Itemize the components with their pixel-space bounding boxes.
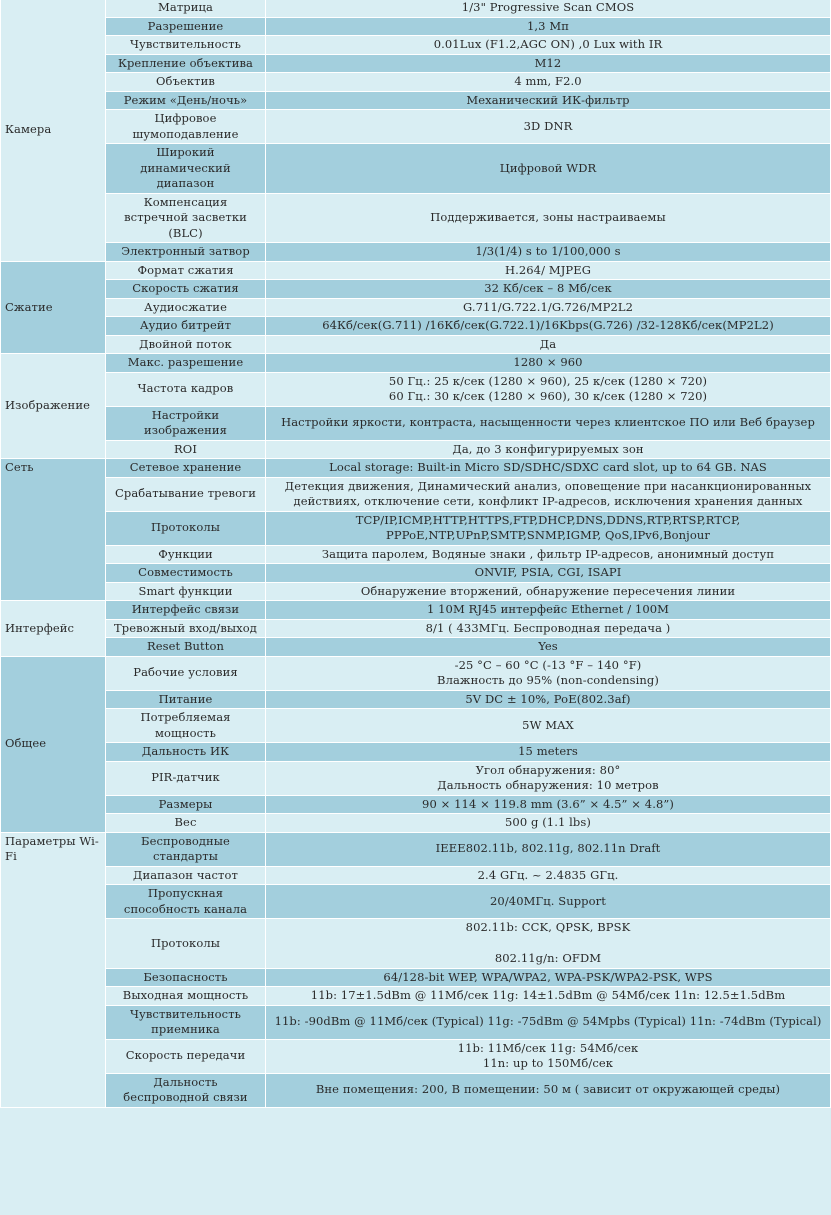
spec-value-line: Угол обнаружения: 80° (475, 762, 621, 777)
spec-value-line: 50 Гц.: 25 к/сек (1280 × 960), 25 к/сек (1280 × 720) (388, 373, 708, 388)
spec-value: IEEE802.11b, 802.11g, 802.11n Draft (266, 832, 831, 866)
spec-label: Потребляемая мощность (106, 709, 266, 743)
spec-row (1, 690, 831, 709)
spec-value: 5V DC ± 10%, PoE(802.3af) (266, 690, 831, 709)
spec-label: Питание (106, 690, 266, 709)
spec-value: 11b: -90dBm @ 11Мб/сек (Typical) 11g: -75dBm @ 54Mpbs (Typical) 11n: -74dBm (Typical) (266, 1005, 831, 1039)
spec-value: H.264/ MJPEG (266, 261, 831, 280)
spec-row (1, 1039, 831, 1073)
spec-row (1, 866, 831, 885)
spec-row (1, 582, 831, 601)
spec-row (1, 919, 831, 969)
spec-value (266, 919, 831, 969)
spec-row (1, 193, 831, 243)
spec-label: Сетевое хранение (106, 459, 266, 478)
spec-row (1, 144, 831, 194)
spec-value: 1/3(1/4) s to 1/100,000 s (266, 243, 831, 262)
spec-label: Срабатывание тревоги (106, 477, 266, 511)
spec-value: Да (266, 335, 831, 354)
spec-label: Компенсация встречной засветки (BLC) (106, 193, 266, 243)
spec-label: Цифровое шумоподавление (106, 110, 266, 144)
spec-label: Рабочие условия (106, 656, 266, 690)
spec-row (1, 298, 831, 317)
spec-value: 64Кб/сек(G.711) /16Кб/сек(G.722.1)/16Kbps(G.726) /32-128Кб/сек(MP2L2) (266, 317, 831, 336)
spec-value: TCP/IP,ICMP,HTTP,HTTPS,FTP,DHCP,DNS,DDNS,RTP,RTSP,RTCP, PPPoE,NTP,UPnP,SMTP,SNMP,IGMP, QoS,IPv6,Bonjour (266, 511, 831, 545)
spec-label: Выходная мощность (106, 987, 266, 1006)
spec-value-line: 11b: 11Мб/сек 11g: 54Мб/сек (457, 1040, 639, 1055)
spec-value-line: 802.11g/n: OFDM (494, 951, 602, 965)
spec-row (1, 814, 831, 833)
spec-value: G.711/G.722.1/G.726/MP2L2 (266, 298, 831, 317)
spec-row (1, 656, 831, 690)
spec-value: Детекция движения, Динамический анализ, оповещение при насанкционированных действиях, отключение сети, конфликт IP-адресов, исключения хранения данных (266, 477, 831, 511)
spec-row (1, 0, 831, 17)
spec-row (1, 73, 831, 92)
spec-row (1, 36, 831, 55)
spec-row (1, 545, 831, 564)
spec-label: Скорость сжатия (106, 280, 266, 299)
spec-label: Аудио битрейт (106, 317, 266, 336)
spec-row (1, 110, 831, 144)
spec-label: Частота кадров (106, 372, 266, 406)
spec-label: Тревожный вход/выход (106, 619, 266, 638)
spec-label: Дальность ИК (106, 743, 266, 762)
spec-label: Протоколы (106, 919, 266, 969)
spec-value (266, 656, 831, 690)
spec-label: Широкий динамический диапазон (106, 144, 266, 194)
spec-row (1, 987, 831, 1006)
section-title: Сжатие (1, 261, 106, 354)
spec-row (1, 354, 831, 373)
spec-row (1, 335, 831, 354)
spec-label: Чувствительность приемника (106, 1005, 266, 1039)
spec-value: 1 10M RJ45 интерфейс Ethernet / 100M (266, 601, 831, 620)
spec-label: Безопасность (106, 968, 266, 987)
spec-row (1, 440, 831, 459)
spec-value: Защита паролем, Водяные знаки , фильтр IP-адресов, анонимный доступ (266, 545, 831, 564)
spec-row (1, 17, 831, 36)
section-title: Параметры Wi-Fi (1, 832, 106, 1107)
spec-value: Да, до 3 конфигурируемых зон (266, 440, 831, 459)
spec-value: M12 (266, 54, 831, 73)
spec-row (1, 243, 831, 262)
spec-row (1, 761, 831, 795)
spec-value: 20/40МГц. Support (266, 885, 831, 919)
spec-row (1, 638, 831, 657)
spec-value: 8/1 ( 433МГц. Беспроводная передача ) (266, 619, 831, 638)
spec-label: Функции (106, 545, 266, 564)
spec-label: Совместимость (106, 564, 266, 583)
spec-label: Электронный затвор (106, 243, 266, 262)
spec-row (1, 743, 831, 762)
spec-value: Обнаружение вторжений, обнаружение пересечения линии (266, 582, 831, 601)
spec-label: Матрица (106, 0, 266, 17)
spec-label: Беспроводные стандарты (106, 832, 266, 866)
specs-body (1, 0, 831, 1107)
spec-value-line: -25 °C – 60 °C (-13 °F – 140 °F) (454, 657, 642, 672)
section-title: Камера (1, 0, 106, 261)
spec-row (1, 619, 831, 638)
spec-value: 1280 × 960 (266, 354, 831, 373)
spec-label: Размеры (106, 795, 266, 814)
spec-row (1, 968, 831, 987)
spec-label: Reset Button (106, 638, 266, 657)
spec-row (1, 1073, 831, 1107)
spec-value: Local storage: Built-in Micro SD/SDHC/SDXC card slot, up to 64 GB. NAS (266, 459, 831, 478)
spec-row (1, 54, 831, 73)
spec-label: Режим «День/ночь» (106, 91, 266, 110)
spec-label: Диапазон частот (106, 866, 266, 885)
spec-value (266, 1039, 831, 1073)
spec-value: 4 mm, F2.0 (266, 73, 831, 92)
section-title: Сеть (1, 459, 106, 601)
spec-label: Пропускная способность канала (106, 885, 266, 919)
spec-value-line: 802.11b: CCK, QPSK, BPSK (465, 920, 631, 934)
spec-label: Протоколы (106, 511, 266, 545)
spec-label: Макс. разрешение (106, 354, 266, 373)
spec-value: 32 Кб/сек – 8 Мб/сек (266, 280, 831, 299)
spec-label: Формат сжатия (106, 261, 266, 280)
spec-label: Объектив (106, 73, 266, 92)
spec-value: 1,3 Мп (266, 17, 831, 36)
spec-row (1, 317, 831, 336)
spec-value-line (270, 936, 826, 952)
spec-value: Механический ИК-фильтр (266, 91, 831, 110)
spec-row (1, 261, 831, 280)
spec-value: 5W MAX (266, 709, 831, 743)
spec-value: 2.4 GГц. ~ 2.4835 GГц. (266, 866, 831, 885)
spec-value-line: Влажность до 95% (non-condensing) (437, 673, 659, 687)
spec-value: 500 g (1.1 lbs) (266, 814, 831, 833)
spec-value-line: 60 Гц.: 30 к/сек (1280 × 960), 30 к/сек (1280 × 720) (388, 389, 708, 403)
spec-label: Smart функции (106, 582, 266, 601)
spec-label: Аудиосжатие (106, 298, 266, 317)
spec-value: Цифровой WDR (266, 144, 831, 194)
spec-value: 15 meters (266, 743, 831, 762)
spec-label: Двойной поток (106, 335, 266, 354)
spec-label: PIR-датчик (106, 761, 266, 795)
spec-label: Настройки изображения (106, 406, 266, 440)
spec-label: Чувствительность (106, 36, 266, 55)
spec-label: Дальность беспроводной связи (106, 1073, 266, 1107)
spec-row (1, 601, 831, 620)
spec-value: 90 × 114 × 119.8 mm (3.6” × 4.5” × 4.8”) (266, 795, 831, 814)
spec-value: Вне помещения: 200, В помещении: 50 м ( зависит от окружающей среды) (266, 1073, 831, 1107)
spec-value: 0.01Lux (F1.2,AGC ON) ,0 Lux with IR (266, 36, 831, 55)
spec-value: ONVIF, PSIA, CGI, ISAPI (266, 564, 831, 583)
spec-row (1, 280, 831, 299)
spec-row (1, 477, 831, 511)
section-title: Интерфейс (1, 601, 106, 657)
spec-row (1, 795, 831, 814)
spec-value: 11b: 17±1.5dBm @ 11Мб/сек 11g: 14±1.5dBm @ 54Мб/сек 11n: 12.5±1.5dBm (266, 987, 831, 1006)
spec-value-line: Дальность обнаружения: 10 метров (437, 778, 659, 792)
spec-value (266, 761, 831, 795)
spec-label: ROI (106, 440, 266, 459)
section-title: Общее (1, 656, 106, 832)
spec-value (266, 372, 831, 406)
spec-row (1, 372, 831, 406)
spec-row (1, 564, 831, 583)
spec-row (1, 885, 831, 919)
spec-row (1, 406, 831, 440)
spec-value-line: 11n: up to 150Мб/сек (482, 1056, 614, 1070)
spec-row (1, 511, 831, 545)
section-title: Изображение (1, 354, 106, 459)
spec-label: Разрешение (106, 17, 266, 36)
spec-row (1, 709, 831, 743)
spec-row (1, 459, 831, 478)
spec-label: Вес (106, 814, 266, 833)
spec-value: Yes (266, 638, 831, 657)
spec-label: Интерфейс связи (106, 601, 266, 620)
spec-row (1, 832, 831, 866)
spec-row (1, 1005, 831, 1039)
spec-value: Настройки яркости, контраста, насыщенности через клиентское ПО или Веб браузер (266, 406, 831, 440)
spec-value: 64/128-bit WEP, WPA/WPA2, WPA-PSK/WPA2-PSK, WPS (266, 968, 831, 987)
spec-value: Поддерживается, зоны настраиваемы (266, 193, 831, 243)
spec-label: Скорость передачи (106, 1039, 266, 1073)
spec-label: Крепление объектива (106, 54, 266, 73)
spec-row (1, 91, 831, 110)
spec-value: 3D DNR (266, 110, 831, 144)
spec-value: 1/3" Progressive Scan CMOS (266, 0, 831, 17)
